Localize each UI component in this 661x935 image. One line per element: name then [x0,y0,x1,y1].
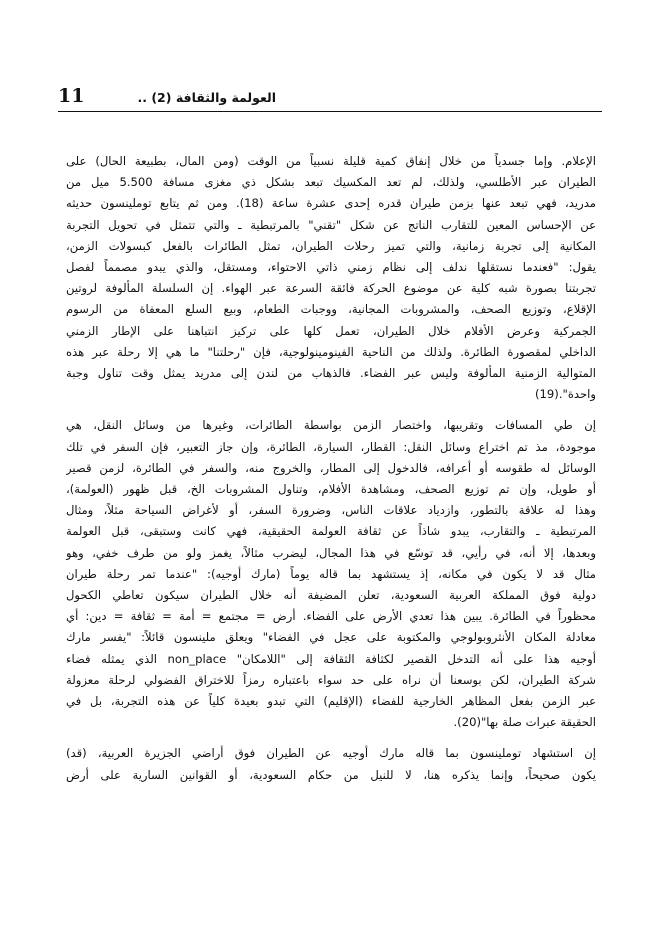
text-line: الداخلي لمقصورة الطائرة. ولذلك من الناحية الفينومينولوجية، فإن "رحلتنا" ما هي إلا رحلة عبر هذه [66,344,596,359]
text-line: دولية فوق المملكة العربية السعودية، تعلن المضيفة أنه خلال الطيران سيكون تعاطي الكحول [66,588,596,603]
text-line: يكون صحيحاً، وإنما يذكره هنا، لا للنيل من حكام السعودية، أو القوانين السارية على أرض [66,767,596,782]
text-line: الحقيقة عبرات صلة بها"(20). [453,715,596,730]
running-head [58,86,276,106]
text-line: واحدة".(19) [535,387,596,402]
body-text [66,151,596,796]
paragraph-3 [66,743,596,785]
text-line: إن استشهاد توملينسون بما قاله مارك أوجيه عن الطيران فوق أراضي الجزيرة العربية، (قد) [66,746,596,761]
running-title: العولمة والثقافة (2) .. [137,90,276,105]
text-line: أوجيه هذا على أنه التدخل القصير لكثافة الثقافة إلى "اللامكان" non_place الذي يمثله فضاء [66,651,596,666]
text-line: موجودة، مذ تم اختراع وسائل النقل: القطار، السيارة، الطائرة، وإن جاز التعبير، فإن السفر في تلك [66,439,596,454]
text-line: شركة الطيران، لكن بوسعنا أن نراه على حد سواء باعتباره رمزاً للاختراق الفضولي لرحلة معزولة [66,672,596,687]
page-number: 11 [58,85,85,107]
text-line: الوسائل له طقوسه أو أعرافه، فالدخول إلى المطار، والخروج منه، والسفر في الطائرة، لزمن قصير [66,460,596,475]
text-line: الإعلام. وإما جسدياً من خلال إنفاق كمية قليلة نسبياً من الوقت (ومن المال، بطبيعة الحال) على [66,154,596,168]
paragraph-1 [66,151,596,405]
text-line: أو طويل، وإن تم توزيع الصحف، ومشاهدة الأفلام، وتناول المشروبات الخ، قبل ظهور (العولمة)، [66,482,596,497]
text-line: المتوالية الزمنية المألوفة وليس عبر الفضاء. فالذهاب من لندن إلى مدريد يمثل وقت تناول وجبة [66,366,596,381]
text-line: تجربتنا بصورة شبه كلية عن موضوع الحركة فائقة السرعة عبر الهواء. إن السلسلة المألوفة لروتين [66,281,596,296]
text-line: يقول: "فعندما نستقلها ندلف إلى نظام زمني ذاتي الاحتواء، ومستقل، والذي يبدو مصمماً لفصل [66,260,596,275]
text-line: الجمركية وعرض الأفلام خلال الطيران، تعمل كلها على تركيز انتباهنا على الإطار الزمني [66,323,596,338]
text-line: عبر الزمن بفعل المظاهر الخارجية للفضاء (الإقليم) التي تبدو بعيدة كلياً عن هذه التجربة، بل في [66,694,596,709]
text-line: الطيران عبر الأطلسي، ولذلك، لم تعد المكسيك تبعد بشكل ذي مغزى مسافة 5.500 ميل من [66,175,596,190]
text-line: عن الإحساس المعين للتقارب الناتج عن شكل "تقني" بالمرتبطية ـ والتي تتمثل في تحويل التجربة [66,217,596,232]
paragraph-2 [66,415,596,733]
text-line: المكانية إلى تجربة زمانية، والتي تميز رحلات الطيران، تمثل الطائرات بالفعل كبسولات الزمن، [66,238,596,253]
text-line: الإقلاع، وتوزيع الصحف، والمشروبات المجانية، ووجبات الطعام، وبيع السلع المعفاة من الرسوم [66,302,596,317]
text-line: مثال قد لا يكون في مكانه، إذ يستشهد بما قاله يوماً (مارك أوجيه): "عندما تمر رحلة طيران [66,566,596,581]
text-line: إن طي المسافات وتقريبها، واختصار الزمن بواسطة الطائرات، وغيرها من وسائل النقل، هي [66,418,596,433]
text-line: المرتبطية ـ والتقارب، يبدو شاذاً عن ثقافة العولمة الحقيقية، فهي كانت وستبقى، قبل العولمة [66,524,596,539]
text-line: مدريد، فهي تبعد عنها بزمن طيران قدره إحدى عشرة ساعة (18). ومن ثم يتابع توملينسون حديثه [66,196,596,211]
header-rule [58,111,602,112]
text-line: وبعدها، إلا أنه، في رأيي، قد توسّع في هذا المجال، ليضرب مثالاً، يغمز ولو من طرف خفي، وهو [66,545,596,560]
text-line: وهذا له علاقة بالتطور، وازدياد علاقات الناس، وضرورة السفر، أو لأغراض السياحة مثلاً، ومثال [66,503,596,518]
text-line: معادلة المكان الأنثروبولوجي والمكتوبة على عجل في الفضاء" ويعلق ملينسون قائلاً: "يفسر مارك [66,630,596,645]
text-line: محظوراً في الطائرة. يبين هذا تعدي الأرض على الفضاء. أرض = مجتمع = أمة = ثقافة = دين: أي [66,609,596,624]
